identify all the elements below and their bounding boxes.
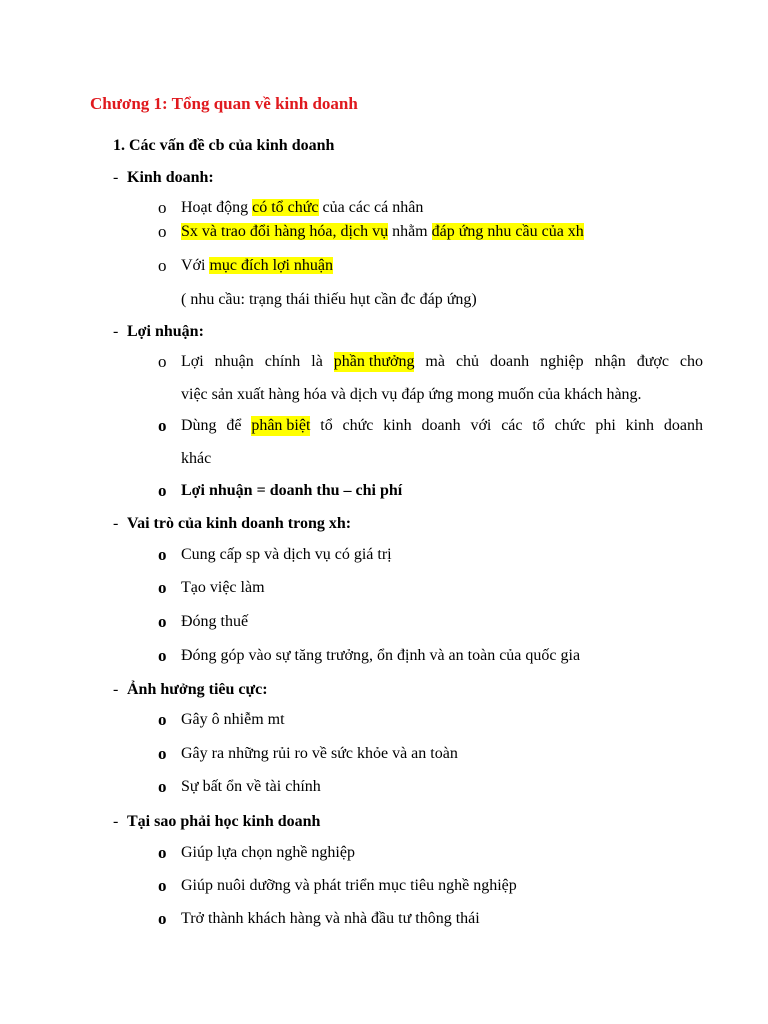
word: nghiệp [540, 353, 584, 370]
circle-bullet: o [158, 744, 167, 763]
loi-nhuan-item-2-line-1 [181, 416, 703, 436]
text: Với [181, 257, 210, 274]
anh-huong-heading: Ảnh hưởng tiêu cực: [127, 681, 268, 698]
kinh-doanh-item-3 [181, 256, 333, 276]
anh-huong-item: Gây ô nhiễm mt [181, 711, 285, 728]
vai-tro-item: Tạo việc làm [181, 579, 265, 596]
highlight: mục đích lợi nhuận [209, 257, 334, 274]
dash-bullet: - [113, 169, 119, 186]
loi-nhuan-item-2-line-2: khác [181, 450, 212, 467]
word: doanh [490, 353, 530, 370]
circle-bullet: o [158, 256, 167, 275]
word: các [501, 417, 523, 434]
dash-bullet: - [113, 323, 119, 340]
word: kinh [625, 417, 655, 434]
word: doanh [421, 417, 461, 434]
text: Hoạt động [181, 199, 253, 216]
highlight: phân biệt [251, 417, 311, 434]
anh-huong-item: Gây ra những rủi ro về sức khỏe và an toàn [181, 745, 458, 762]
word: doanh [663, 417, 703, 434]
kinh-doanh-heading: Kinh doanh: [127, 169, 214, 186]
loi-nhuan-item-1-line-1 [181, 352, 703, 372]
circle-bullet: o [158, 222, 167, 241]
word: cho [679, 353, 703, 370]
tai-sao-item: Giúp lựa chọn nghề nghiệp [181, 844, 355, 861]
tai-sao-item: Trở thành khách hàng và nhà đầu tư thông thái [181, 910, 480, 927]
highlight: phần thưởng [333, 353, 415, 370]
word: nhận [594, 353, 626, 370]
word: chức [342, 417, 374, 434]
vai-tro-heading: Vai trò của kinh doanh trong xh: [127, 515, 352, 532]
circle-bullet: o [158, 876, 167, 895]
word: kinh [383, 417, 412, 434]
word: để [226, 417, 242, 434]
tai-sao-heading: Tại sao phải học kinh doanh [127, 813, 321, 830]
word: phi [595, 417, 616, 434]
text: của các cá nhân [318, 199, 424, 216]
word: chính [264, 353, 301, 370]
word: được [636, 353, 669, 370]
section-heading: 1. Các vấn đề cb của kinh doanh [113, 137, 335, 154]
vai-tro-item: Đóng góp vào sự tăng trưởng, ổn định và an toàn của quốc gia [181, 647, 581, 664]
word: với [470, 417, 492, 434]
circle-bullet: o [158, 578, 167, 597]
dash-bullet: - [113, 813, 119, 830]
highlight: có tổ chức [252, 199, 319, 216]
circle-bullet: o [158, 198, 167, 217]
circle-bullet: o [158, 612, 167, 631]
word: là [311, 353, 323, 370]
word: Dùng [181, 417, 217, 434]
circle-bullet: o [158, 416, 167, 435]
circle-bullet: o [158, 352, 167, 371]
circle-bullet: o [158, 843, 167, 862]
circle-bullet: o [158, 481, 167, 500]
highlight: Sx và trao đổi hàng hóa, dịch vụ [181, 223, 389, 240]
word: tổ [532, 417, 545, 434]
text: nhằm [388, 223, 432, 240]
circle-bullet: o [158, 545, 167, 564]
circle-bullet: o [158, 710, 167, 729]
chapter-title: Chương 1: Tổng quan về kinh doanh [90, 94, 358, 113]
tai-sao-item: Giúp nuôi dưỡng và phát triển mục tiêu nghề nghiệp [181, 877, 517, 894]
word: tổ [320, 417, 333, 434]
word: mà [425, 353, 445, 370]
circle-bullet: o [158, 909, 167, 928]
vai-tro-item: Cung cấp sp và dịch vụ có giá trị [181, 546, 392, 563]
kinh-doanh-item-1 [181, 198, 423, 218]
word: chức [554, 417, 586, 434]
kinh-doanh-note: ( nhu cầu: trạng thái thiếu hụt cần đc đáp ứng) [181, 291, 477, 308]
word: Lợi [181, 353, 204, 370]
dash-bullet: - [113, 681, 119, 698]
anh-huong-item: Sự bất ổn về tài chính [181, 778, 321, 795]
word: chủ [455, 353, 480, 370]
circle-bullet: o [158, 646, 167, 665]
kinh-doanh-item-2 [181, 222, 584, 242]
vai-tro-item: Đóng thuế [181, 613, 249, 630]
loi-nhuan-heading: Lợi nhuận: [127, 323, 204, 340]
dash-bullet: - [113, 515, 119, 532]
highlight: đáp ứng nhu cầu của xh [431, 223, 584, 240]
circle-bullet: o [158, 777, 167, 796]
word: nhuận [214, 353, 254, 370]
loi-nhuan-formula: Lợi nhuận = doanh thu – chi phí [181, 482, 403, 499]
loi-nhuan-item-1-line-2: việc sản xuất hàng hóa và dịch vụ đáp ứng mong muốn của khách hàng. [181, 386, 642, 403]
